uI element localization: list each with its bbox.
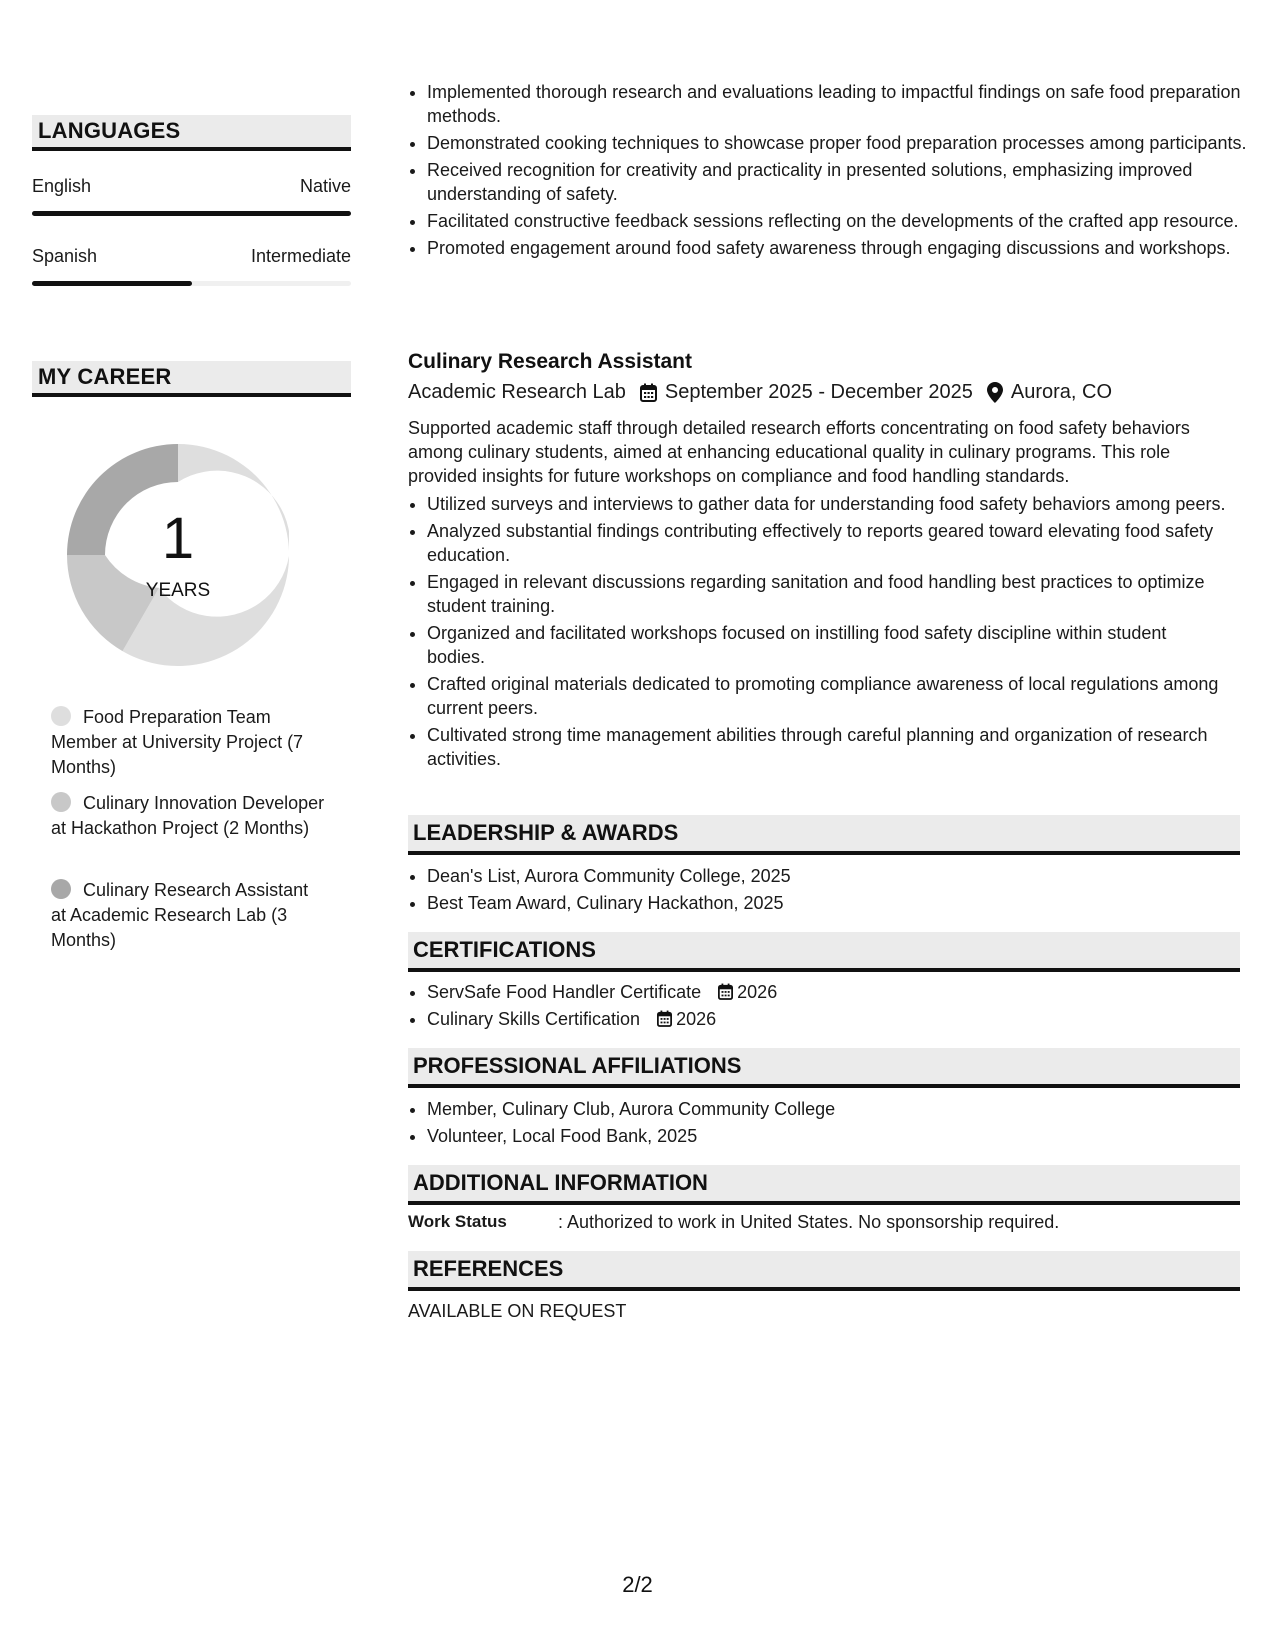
career-donut-chart bbox=[67, 444, 289, 666]
list-item: • Utilized surveys and interviews to gather data for understanding food safety behaviors among peers. bbox=[427, 492, 1227, 516]
list-item: • Best Team Award, Culinary Hackathon, 2025 bbox=[427, 891, 1259, 915]
career-item-label: Culinary Research Assistant at Academic Research Lab (3 Months) bbox=[51, 880, 309, 950]
career-total-number: 1 bbox=[161, 506, 195, 571]
career-legend-item bbox=[51, 705, 326, 780]
job-location: Aurora, CO bbox=[1010, 381, 1113, 403]
language-spanish bbox=[32, 246, 351, 286]
certifications-heading: CERTIFICATIONS bbox=[408, 932, 1240, 972]
list-item: • Member, Culinary Club, Aurora Community College bbox=[427, 1097, 1259, 1121]
list-item: • Analyzed substantial findings contributing effectively to reports geared toward elevating food safety education. bbox=[427, 519, 1227, 567]
job-meta bbox=[408, 381, 1112, 404]
career-item-label: Culinary Innovation Developer at Hackathon Project (2 Months) bbox=[51, 793, 325, 838]
certification-year: 2026 bbox=[676, 1009, 717, 1029]
work-status-label: Work Status bbox=[408, 1212, 507, 1231]
calendar-icon bbox=[640, 383, 657, 402]
career-legend-item bbox=[51, 791, 326, 841]
job-bullets bbox=[408, 492, 1227, 774]
legend-dot bbox=[51, 879, 71, 899]
language-level: Intermediate bbox=[250, 246, 351, 266]
references-heading: REFERENCES bbox=[408, 1251, 1240, 1291]
list-item: • Organized and facilitated workshops focused on instilling food safety discipline within student bodies. bbox=[427, 621, 1227, 669]
list-item: • Volunteer, Local Food Bank, 2025 bbox=[427, 1124, 1259, 1148]
language-english bbox=[32, 176, 351, 216]
list-item: • Dean's List, Aurora Community College, 2025 bbox=[427, 864, 1259, 888]
career-heading: MY CAREER bbox=[32, 361, 351, 397]
list-item: • Crafted original materials dedicated to promoting compliance awareness of local regulations among current peers. bbox=[427, 672, 1227, 720]
work-status-value: : Authorized to work in United States. No sponsorship required. bbox=[558, 1212, 1060, 1232]
list-item: • Engaged in relevant discussions regarding sanitation and food handling best practices to optimize student training. bbox=[427, 570, 1227, 618]
awards-list bbox=[408, 864, 1259, 918]
career-total-unit: YEARS bbox=[145, 580, 211, 601]
language-name: English bbox=[32, 176, 92, 196]
page-number: 2/2 bbox=[622, 1572, 653, 1597]
list-item: • Demonstrated cooking techniques to showcase proper food preparation processes among participants. bbox=[427, 131, 1259, 155]
work-status-row bbox=[408, 1212, 1240, 1233]
legend-dot bbox=[51, 792, 71, 812]
career-item-label: Food Preparation Team Member at University Project (7 Months) bbox=[51, 707, 304, 777]
list-item bbox=[427, 1007, 1259, 1031]
list-item: • Facilitated constructive feedback sessions reflecting on the developments of the crafted app resource. bbox=[427, 209, 1259, 233]
affiliations-heading: PROFESSIONAL AFFILIATIONS bbox=[408, 1048, 1240, 1088]
languages-heading: LANGUAGES bbox=[32, 115, 351, 151]
list-item: • Cultivated strong time management abilities through careful planning and organization of research activities. bbox=[427, 723, 1227, 771]
calendar-icon bbox=[718, 983, 733, 1000]
calendar-icon bbox=[657, 1010, 672, 1027]
job-dates: September 2025 - December 2025 bbox=[664, 381, 973, 403]
language-proficiency-fill bbox=[32, 211, 351, 216]
additional-info-heading: ADDITIONAL INFORMATION bbox=[408, 1165, 1240, 1205]
previous-job-bullets bbox=[408, 80, 1259, 263]
job-description: Supported academic staff through detailed research efforts concentrating on food safety behaviors among culinary students, aimed at enhancing educational quality in culinary programs. This role provided insights for future workshops on compliance and food handling standards. bbox=[408, 418, 1190, 486]
certification-name: Culinary Skills Certification bbox=[427, 1009, 641, 1029]
affiliations-list bbox=[408, 1097, 1259, 1151]
list-item: • Received recognition for creativity and practicality in presented solutions, emphasizing improved understanding of safety. bbox=[427, 158, 1259, 206]
location-pin-icon bbox=[987, 382, 1003, 403]
language-level: Native bbox=[299, 176, 351, 196]
job-title: Culinary Research Assistant bbox=[408, 350, 693, 373]
awards-heading: LEADERSHIP & AWARDS bbox=[408, 815, 1240, 855]
legend-dot bbox=[51, 706, 71, 726]
job-company: Academic Research Lab bbox=[408, 381, 626, 403]
references-text: AVAILABLE ON REQUEST bbox=[408, 1301, 627, 1321]
list-item: • Promoted engagement around food safety awareness through engaging discussions and workshops. bbox=[427, 236, 1259, 260]
language-name: Spanish bbox=[32, 246, 98, 266]
certification-year: 2026 bbox=[737, 982, 778, 1002]
language-proficiency-bar bbox=[32, 211, 351, 216]
language-proficiency-fill bbox=[32, 281, 192, 286]
language-proficiency-bar bbox=[32, 281, 351, 286]
list-item bbox=[427, 980, 1259, 1004]
certifications-list bbox=[408, 980, 1259, 1034]
career-legend-item bbox=[51, 878, 326, 953]
certification-name: ServSafe Food Handler Certificate bbox=[427, 982, 702, 1002]
list-item: • Implemented thorough research and evaluations leading to impactful findings on safe food preparation methods. bbox=[427, 80, 1259, 128]
